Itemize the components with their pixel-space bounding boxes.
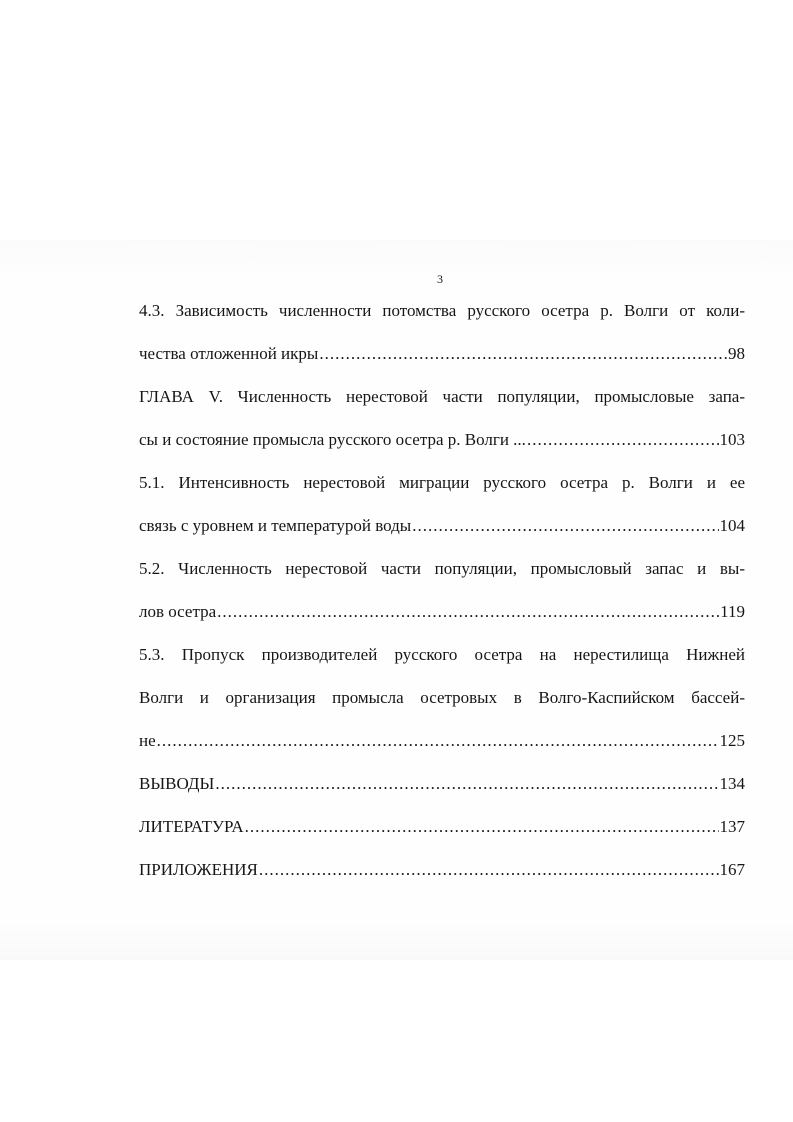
toc-entry-chapter-5 (139, 382, 745, 468)
toc-entry-line: 4.3. Зависимость численности потомства русского осетра р. Волги от коли- (139, 301, 745, 320)
toc-page-number: 125 (719, 731, 745, 750)
dot-leader (259, 855, 719, 885)
toc-page-number: 119 (720, 602, 745, 621)
toc-entry-text: лов осетра (139, 602, 217, 621)
toc-entry-text: связь с уровнем и температурой воды (139, 516, 412, 535)
dot-leader (319, 339, 727, 369)
toc-entry-last-line (139, 855, 745, 898)
toc-entry-last-line (139, 511, 745, 554)
toc-page-number: 103 (719, 430, 745, 449)
toc-entry-literature (139, 812, 745, 855)
toc-entry-last-line (139, 425, 745, 468)
dot-leader (412, 511, 718, 541)
dot-leader (245, 812, 719, 842)
toc-entry-4-3 (139, 296, 745, 382)
toc-entry-last-line (139, 726, 745, 769)
toc-entry-last-line (139, 597, 745, 640)
toc-page-number: 134 (719, 774, 745, 793)
toc-entry-last-line (139, 812, 745, 855)
dot-leader (157, 726, 719, 756)
toc-page-number: 137 (719, 817, 745, 836)
toc-entry-text: сы и состояние промысла русского осетра р. Волги ... (139, 430, 526, 449)
toc-entry-line: 5.2. Численность нерестовой части популяции, промысловый запас и вы- (139, 559, 745, 578)
toc-entry-5-3 (139, 640, 745, 769)
toc-entry-text: ВЫВОДЫ (139, 774, 215, 793)
dot-leader (215, 769, 718, 799)
dot-leader (527, 425, 719, 455)
toc-entry-line: Волги и организация промысла осетровых в Волго-Каспийском бассей- (139, 688, 745, 707)
toc-page-number: 167 (719, 860, 745, 879)
toc-entry-line: 5.1. Интенсивность нерестовой миграции русского осетра р. Волги и ее (139, 473, 745, 492)
toc-page-number: 104 (719, 516, 745, 535)
toc-entry-5-1 (139, 468, 745, 554)
toc-entry-last-line (139, 769, 745, 812)
toc-entry-text: чества отложенной икры (139, 344, 319, 363)
toc-entry-text: не (139, 731, 156, 750)
toc-entry-text: ЛИТЕРАТУРА (139, 817, 244, 836)
page-number: 3 (437, 272, 443, 286)
toc-entry-conclusions (139, 769, 745, 812)
toc-entry-last-line (139, 339, 745, 382)
toc-entry-line: ГЛАВА V. Численность нерестовой части популяции, промысловые запа- (139, 387, 745, 406)
toc-entry-line: 5.3. Пропуск производителей русского осетра на нерестилища Нижней (139, 645, 745, 664)
toc-entry-text: ПРИЛОЖЕНИЯ (139, 860, 258, 879)
toc-entry-5-2 (139, 554, 745, 640)
toc-entry-appendices (139, 855, 745, 898)
table-of-contents (139, 296, 745, 898)
dot-leader (217, 597, 719, 627)
toc-page-number: 98 (728, 344, 745, 363)
